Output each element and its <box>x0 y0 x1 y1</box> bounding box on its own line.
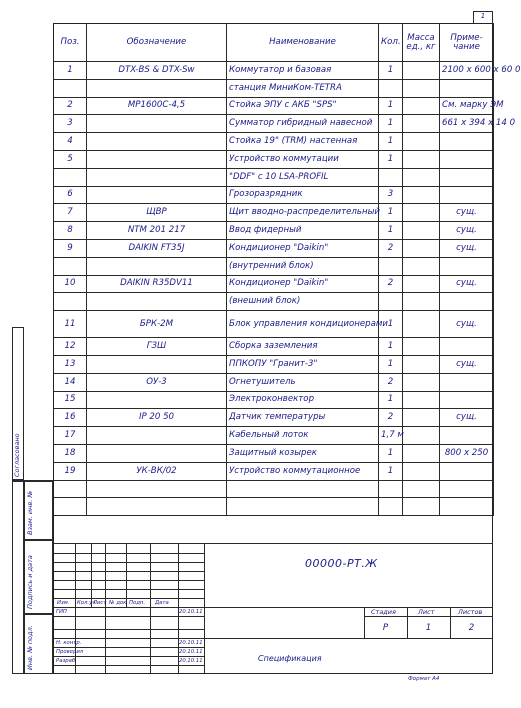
row-pos: 17 <box>54 427 87 445</box>
row-qty: 1 <box>379 355 403 373</box>
row-pos: 12 <box>54 338 87 356</box>
row-pos: 18 <box>54 444 87 462</box>
spec-title: Спецификация <box>258 654 322 663</box>
col-header-sign: Подп. <box>129 600 146 606</box>
row-qty: 1 <box>379 222 403 240</box>
row-pos: 5 <box>54 150 87 168</box>
row-designation: MP1600C-4,5 <box>87 97 227 115</box>
date-developed: 20.10.11 <box>179 658 203 664</box>
row-note: сущ. <box>440 409 494 427</box>
row-name: Устройство коммутационное <box>227 462 379 480</box>
row-pos: 14 <box>54 373 87 391</box>
stage-label: Стадия <box>371 608 396 616</box>
row-name: станция МиниКом-TETRA <box>227 79 379 97</box>
signdate-label: Подпись и дата <box>26 555 34 609</box>
row-name: Огнетушитель <box>227 373 379 391</box>
row-designation: DAIKIN R35DV11 <box>87 275 227 293</box>
date-checked: 20.10.11 <box>179 649 203 655</box>
row-pos: 3 <box>54 115 87 133</box>
row-name: Грозоразрядник <box>227 186 379 204</box>
row-name: Коммутатор и базовая <box>227 62 379 80</box>
left-strip <box>12 327 53 674</box>
date-nkontr: 20.10.11 <box>179 640 203 646</box>
row-designation: БРК-2М <box>87 311 227 338</box>
row-name: Щит вводно-распределительный <box>227 204 379 222</box>
inv-label: Инв. № подл. <box>26 625 34 670</box>
row-qty: 1 <box>379 62 403 80</box>
row-qty: 1 <box>379 444 403 462</box>
row-qty: 1,7 м <box>379 427 403 445</box>
row-qty: 2 <box>379 409 403 427</box>
row-name: Устройство коммутации <box>227 150 379 168</box>
row-note: сущ. <box>440 355 494 373</box>
format-label: Формат А4 <box>408 676 440 682</box>
row-pos: 4 <box>54 133 87 151</box>
row-note: сущ. <box>440 204 494 222</box>
row-pos: 13 <box>54 355 87 373</box>
col-header-list: Лист <box>93 600 107 606</box>
row-qty: 3 <box>379 186 403 204</box>
role-checked: Проверил <box>56 649 84 655</box>
row-name: Сумматор гибридный навесной <box>227 115 379 133</box>
role-developed: Разраб. <box>56 658 77 664</box>
row-qty: 1 <box>379 204 403 222</box>
row-qty: 1 <box>379 391 403 409</box>
row-qty: 1 <box>379 338 403 356</box>
row-designation: DTX-BS & DTX-Sw <box>87 62 227 80</box>
row-designation: ОУ-3 <box>87 373 227 391</box>
role-nkontr: Н. контр. <box>56 640 82 646</box>
role-gip: ГИП <box>56 609 67 615</box>
row-pos: 19 <box>54 462 87 480</box>
col-header-kol: Кол.уч <box>77 600 96 606</box>
row-designation: ЩВР <box>87 204 227 222</box>
header-mass: Масса ед., кг <box>403 24 440 62</box>
row-pos: 16 <box>54 409 87 427</box>
header-name: Наименование <box>227 24 379 62</box>
row-pos: 6 <box>54 186 87 204</box>
sheet-value: 1 <box>425 623 432 633</box>
row-name: Блок управления кондиционерами <box>227 311 379 338</box>
row-note: сущ. <box>440 222 494 240</box>
row-name: Стойка ЭПУ с АКБ "SPS" <box>227 97 379 115</box>
row-name: Ввод фидерный <box>227 222 379 240</box>
row-designation: NTM 201 217 <box>87 222 227 240</box>
row-qty: 1 <box>379 311 403 338</box>
row-name: (внешний блок) <box>227 293 379 311</box>
stage-value: Р <box>382 623 389 633</box>
row-pos: 15 <box>54 391 87 409</box>
row-pos: 10 <box>54 275 87 293</box>
row-note: 661 x 394 x 14 0 <box>440 115 494 133</box>
sheets-value: 2 <box>468 623 475 633</box>
row-pos: 2 <box>54 97 87 115</box>
row-pos: 1 <box>54 62 87 80</box>
row-note: сущ. <box>440 275 494 293</box>
row-name: Сборка заземления <box>227 338 379 356</box>
row-note: 2100 x 600 x 60 0 <box>440 62 494 80</box>
row-designation: ГЗШ <box>87 338 227 356</box>
corner-sheet-number: 1 <box>473 11 493 23</box>
row-qty: 1 <box>379 462 403 480</box>
row-name: ППКОПУ "Гранит-3" <box>227 355 379 373</box>
row-designation: УК-ВК/02 <box>87 462 227 480</box>
header-note: Приме-чание <box>440 24 494 62</box>
row-name: Кабельный лоток <box>227 427 379 445</box>
row-name: Защитный козырек <box>227 444 379 462</box>
col-header-date: Дата <box>155 600 169 606</box>
row-qty: 2 <box>379 239 403 257</box>
replaced-label: Взам. инв. № <box>26 490 34 535</box>
header-qty: Кол. <box>379 24 403 62</box>
sheet-label: Лист <box>418 608 435 616</box>
row-name: (внутренний блок) <box>227 257 379 275</box>
date-gip: 20.10.11 <box>179 609 203 615</box>
header-pos: Поз. <box>54 24 87 62</box>
row-name: "DDF" с 10 LSA-PROFIL <box>227 168 379 186</box>
row-qty: 1 <box>379 97 403 115</box>
row-name: Кондиционер "Daikin" <box>227 239 379 257</box>
row-note: сущ. <box>440 311 494 338</box>
strip-left-column <box>12 480 24 674</box>
row-name: Стойка 19" (TRM) настенная <box>227 133 379 151</box>
sheet-frame <box>53 23 493 674</box>
row-qty: 1 <box>379 133 403 151</box>
row-note: См. марку ЭМ <box>440 97 494 115</box>
row-pos: 7 <box>54 204 87 222</box>
row-pos: 8 <box>54 222 87 240</box>
row-qty: 1 <box>379 150 403 168</box>
row-name: Кондиционер "Daikin" <box>227 275 379 293</box>
col-header-doc: № док. <box>109 600 128 606</box>
sheets-label: Листов <box>458 608 483 616</box>
row-designation: IP 20 50 <box>87 409 227 427</box>
row-qty: 2 <box>379 373 403 391</box>
row-name: Датчик температуры <box>227 409 379 427</box>
row-note: 800 x 250 <box>440 444 494 462</box>
row-note: сущ. <box>440 239 494 257</box>
row-qty: 2 <box>379 275 403 293</box>
row-designation: DAIKIN FT35J <box>87 239 227 257</box>
row-qty: 1 <box>379 115 403 133</box>
row-pos: 9 <box>54 239 87 257</box>
document-code: 00000-РТ.Ж <box>305 557 378 570</box>
col-header-izm: Изм. <box>57 600 70 606</box>
agreed-label: Согласовано <box>13 433 21 477</box>
row-pos: 11 <box>54 311 87 338</box>
header-designation: Обозначение <box>87 24 227 62</box>
row-name: Электроконвектор <box>227 391 379 409</box>
